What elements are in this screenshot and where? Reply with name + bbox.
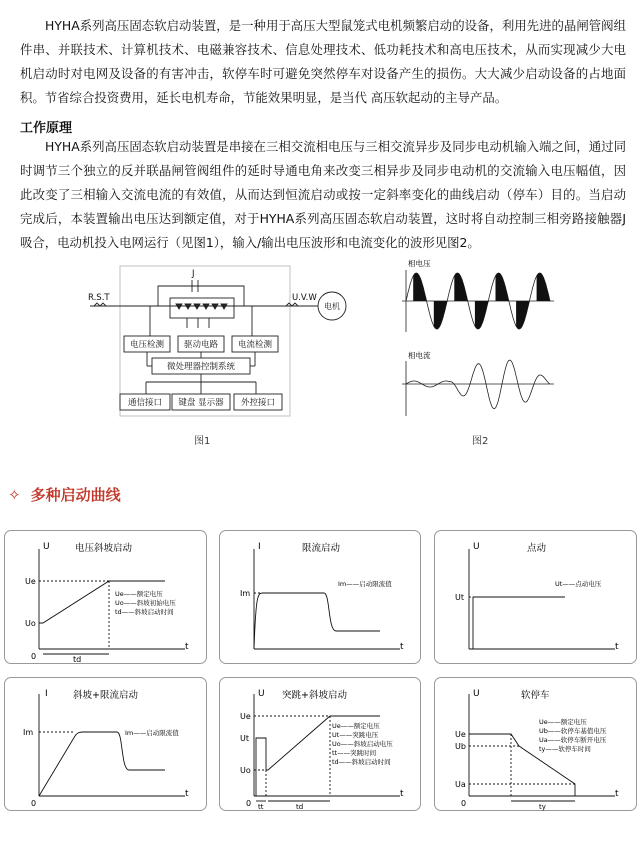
curve-title: 斜坡+限流启动 xyxy=(73,690,138,701)
curve-panel-current-limit xyxy=(219,530,421,664)
diamond-icon: ✧ xyxy=(8,485,21,504)
curve-title: 电压斜坡启动 xyxy=(75,543,133,554)
curve-title: 点动 xyxy=(527,543,547,554)
fig1-input-label: R.S.T xyxy=(88,293,110,303)
mark: Uo xyxy=(25,619,36,628)
legend-line: Uo——斜坡初始电压 xyxy=(115,599,176,607)
fig1-motor-label: 电机 xyxy=(324,302,340,311)
mcu-label: 微处理器控制系统 xyxy=(166,362,236,372)
legend-line: Im——启动限流值 xyxy=(338,580,392,588)
mark: ty xyxy=(539,803,546,811)
mark: Im xyxy=(240,589,251,598)
mark: Ub xyxy=(455,742,466,751)
axis-y: U xyxy=(473,542,480,552)
legend-line: ty——软停车时间 xyxy=(539,745,591,753)
conduction-region xyxy=(496,273,509,301)
curve-panel-soft-stop xyxy=(434,677,637,811)
fig2-waveform-diagram xyxy=(396,256,566,426)
curve-title: 软停车 xyxy=(521,690,550,701)
fig1-j-label: J xyxy=(192,269,195,279)
section-heading xyxy=(8,484,121,505)
fig2-voltage-label: 相电压 xyxy=(408,259,431,268)
conduction-region xyxy=(454,273,467,301)
conduction-region xyxy=(434,301,447,329)
curve-panel-ramp-limit xyxy=(4,677,207,811)
fig2-caption: 图2 xyxy=(472,436,489,447)
current-detect-label: 电流检测 xyxy=(237,340,273,350)
principle-heading: 工作原理 xyxy=(20,121,73,136)
mark: Ue xyxy=(25,577,36,586)
axis-y: I xyxy=(45,689,48,699)
conduction-region xyxy=(537,273,550,301)
fig1-circuit-diagram xyxy=(80,262,370,422)
axis-y: U xyxy=(258,689,265,699)
legend-line: tt——突跳时间 xyxy=(332,749,377,757)
axis-x: t xyxy=(615,789,619,799)
mark: td xyxy=(296,803,304,811)
axis-x: t xyxy=(185,789,189,799)
curve-panel-voltage-ramp xyxy=(4,530,207,664)
legend-line: td——斜坡启动时间 xyxy=(332,758,391,766)
mark: 0 xyxy=(31,652,37,661)
conduction-region xyxy=(413,273,426,301)
curve-title: 突跳+斜坡启动 xyxy=(282,690,347,701)
legend-line: Ue——额定电压 xyxy=(332,722,380,730)
mark: Ut xyxy=(240,734,249,743)
mark: Ua xyxy=(455,780,466,789)
principle-paragraph: HYHA系列高压固态软启动装置是串接在三相交流相电压与三相交流异步及同步电动机输入端之间，通过同时调节三个独立的反并联晶闸管阀组件的延时导通电角来改变三相异步及同步电动机的交流输入电压幅值，因此改变了三相输入交流电流的有效值，从而达到恒流启动或按一定斜率变化的曲线启动（停车）目的。当启动完成后，本装置输出电压达到额定值，对于HYHA系列高压固态软启动装置，这时将自动控制三相旁路接触器J吸合，电动机投入电网运行（见图1），输入/输出电压波形和电流变化的波形见图2。 xyxy=(20,139,626,250)
mark: 0 xyxy=(461,799,467,808)
mark: 0 xyxy=(246,799,252,808)
legend-line: Ut——突跳电压 xyxy=(332,731,379,739)
comm-label: 通信接口 xyxy=(127,398,163,408)
voltage-detect-label: 电压检测 xyxy=(129,340,165,350)
legend-line: td——斜坡启动时间 xyxy=(115,608,174,616)
conduction-region xyxy=(475,301,488,329)
fig1-caption: 图1 xyxy=(194,436,211,447)
ext-label: 外控接口 xyxy=(240,398,276,408)
axis-y: I xyxy=(258,542,261,552)
curve-panel-jog xyxy=(434,530,637,664)
legend-line: Ue——额定电压 xyxy=(539,718,587,726)
section-title: 多种启动曲线 xyxy=(30,486,121,504)
fig1-output-label: U.V.W xyxy=(292,293,317,303)
legend-line: Ut——点动电压 xyxy=(555,580,602,588)
legend-line: Ub——软停车基值电压 xyxy=(539,727,607,735)
axis-x: t xyxy=(185,642,189,652)
mark: Ut xyxy=(455,593,464,602)
mark: Ue xyxy=(455,730,466,739)
mark: 0 xyxy=(31,799,37,808)
mark: tt xyxy=(258,803,264,811)
mark: td xyxy=(73,655,82,664)
mark: Im xyxy=(23,728,34,737)
intro-paragraph: HYHA系列高压固态软启动装置，是一种用于高压大型鼠笼式电机频繁启动的设备，利用先进的晶闸管阀组件串、并联技术、计算机技术、电磁兼容技术、信息处理技术、低功耗技术和高电压技术，从而实现减少大电机启动时对电网及设备的有害冲击，软停车时可避免突然停车对设备产生的损伤。大大减少启动设备的占地面积。节省综合投资费用，延长电机寿命，节能效果明显，是当代 高压软起动的主导产品。 xyxy=(20,18,626,105)
legend-line: Ue——额定电压 xyxy=(115,590,163,598)
curve-panel-kick-ramp xyxy=(219,677,421,811)
fig2-current-label: 相电流 xyxy=(408,351,431,360)
mark: Ue xyxy=(240,712,251,721)
curve-title: 限流启动 xyxy=(302,543,341,554)
axis-y: U xyxy=(43,542,50,552)
keyboard-label: 键盘 显示器 xyxy=(178,398,224,408)
legend-line: Ua——软停车断开电压 xyxy=(539,736,607,744)
axis-y: U xyxy=(473,689,480,699)
axis-x: t xyxy=(615,642,619,652)
drive-circuit-label: 驱动电路 xyxy=(183,340,219,350)
axis-x: t xyxy=(400,642,404,652)
mark: Uo xyxy=(240,766,251,775)
legend-line: Im——启动限流值 xyxy=(125,729,179,737)
legend-line: Uo——斜坡启动电压 xyxy=(332,740,393,748)
axis-x: t xyxy=(400,789,404,799)
